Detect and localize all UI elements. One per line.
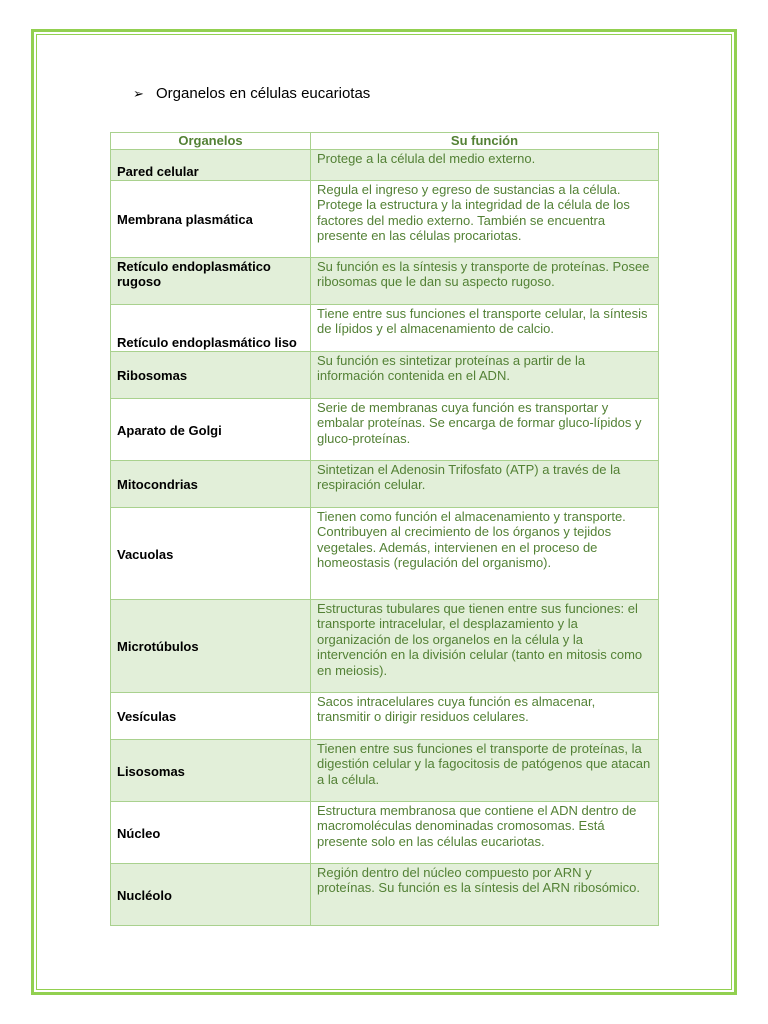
organelle-name: Retículo endoplasmático rugoso	[111, 258, 311, 305]
arrow-bullet-icon: ➢	[133, 85, 144, 101]
table-header-row	[111, 133, 659, 150]
organelle-function: Sintetizan el Adenosin Trifosfato (ATP) a través de la respiración celular.	[311, 461, 659, 508]
table-row	[111, 864, 659, 926]
organelle-name: Ribosomas	[111, 352, 311, 399]
organelle-function: Tienen como función el almacenamiento y transporte. Contribuyen al crecimiento de los órganos y tejidos vegetales. Además, intervienen en el proceso de homeostasis (regulación del organismo).	[311, 508, 659, 600]
column-header-funcion: Su función	[311, 133, 659, 150]
table-row	[111, 600, 659, 693]
table-row	[111, 352, 659, 399]
table-row	[111, 508, 659, 600]
table-row	[111, 461, 659, 508]
table-row	[111, 693, 659, 740]
section-heading-text: Organelos en células eucariotas	[156, 85, 371, 102]
organelle-name: Nucléolo	[111, 864, 311, 926]
organelle-name: Aparato de Golgi	[111, 399, 311, 461]
organelle-function: Protege a la célula del medio externo.	[311, 150, 659, 181]
organelle-function: Tiene entre sus funciones el transporte celular, la síntesis de lípidos y el almacenamiento de calcio.	[311, 305, 659, 352]
organelle-name: Microtúbulos	[111, 600, 311, 693]
organelle-function: Su función es la síntesis y transporte de proteínas. Posee ribosomas que le dan su aspecto rugoso.	[311, 258, 659, 305]
organelle-function: Estructura membranosa que contiene el ADN dentro de macromoléculas denominadas cromosomas. Está presente solo en las células eucariotas.	[311, 802, 659, 864]
section-heading	[133, 85, 370, 102]
organelle-function: Estructuras tubulares que tienen entre sus funciones: el transporte intracelular, el desplazamiento y la organización de los organelos en la célula y la intervención en la división celular (tanto en mitosis como en meiosis).	[311, 600, 659, 693]
table-row	[111, 740, 659, 802]
organelle-function: Serie de membranas cuya función es transportar y embalar proteínas. Se encarga de formar gluco-lípidos y gluco-proteínas.	[311, 399, 659, 461]
organelle-function: Tienen entre sus funciones el transporte de proteínas, la digestión celular y la fagocitosis de patógenos que atacan a la célula.	[311, 740, 659, 802]
organelle-function: Su función es sintetizar proteínas a partir de la información contenida en el ADN.	[311, 352, 659, 399]
organelle-name: Membrana plasmática	[111, 181, 311, 258]
table-row	[111, 802, 659, 864]
organelle-name: Vacuolas	[111, 508, 311, 600]
organelle-name: Vesículas	[111, 693, 311, 740]
table-row	[111, 150, 659, 181]
organelles-table	[110, 132, 659, 926]
organelle-name: Lisosomas	[111, 740, 311, 802]
table-row	[111, 258, 659, 305]
organelle-name: Mitocondrias	[111, 461, 311, 508]
organelle-function: Región dentro del núcleo compuesto por ARN y proteínas. Su función es la síntesis del ARN ribosómico.	[311, 864, 659, 926]
organelle-function: Sacos intracelulares cuya función es almacenar, transmitir o dirigir residuos celulares.	[311, 693, 659, 740]
table-row	[111, 399, 659, 461]
organelle-name: Retículo endoplasmático liso	[111, 305, 311, 352]
organelle-name: Núcleo	[111, 802, 311, 864]
table-row	[111, 305, 659, 352]
organelle-name: Pared celular	[111, 150, 311, 181]
organelle-function: Regula el ingreso y egreso de sustancias a la célula. Protege la estructura y la integridad de la célula de los factores del medio externo. También se encuentra presente en las células procariotas.	[311, 181, 659, 258]
table-row	[111, 181, 659, 258]
column-header-organelos: Organelos	[111, 133, 311, 150]
